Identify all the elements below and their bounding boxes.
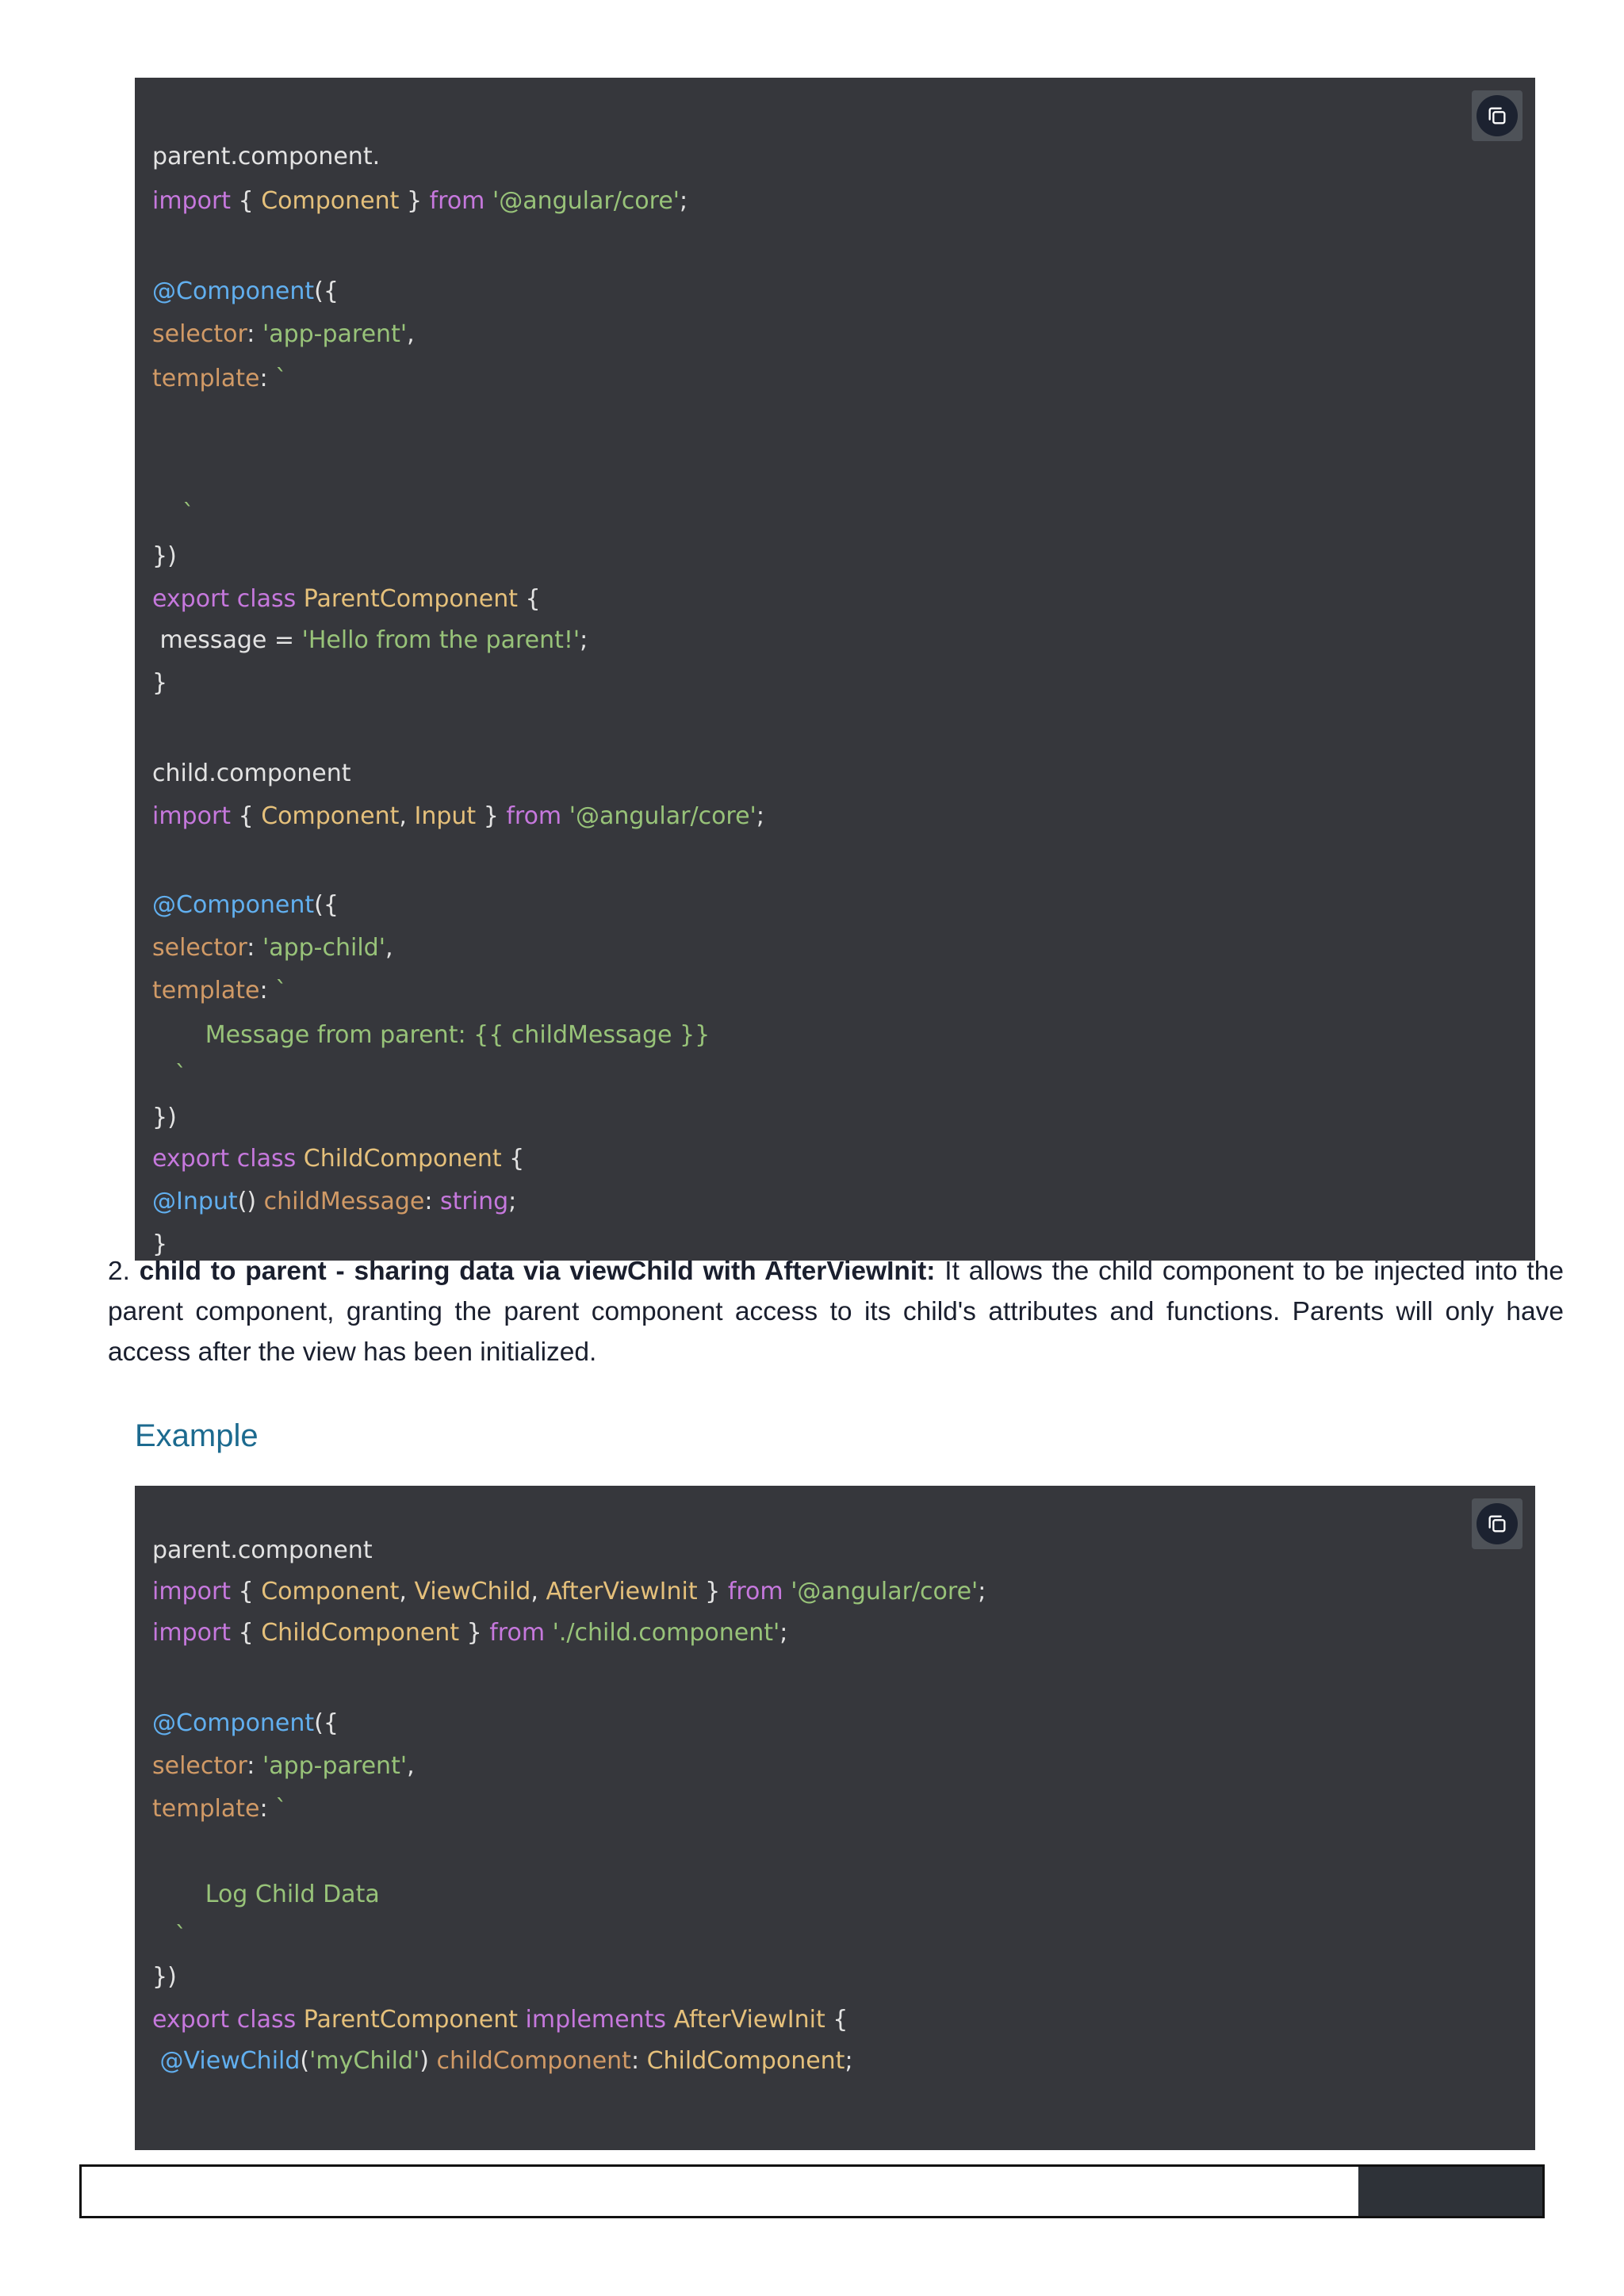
code-token: AfterViewInit: [673, 2006, 825, 2034]
list-number: 2.: [108, 1257, 140, 1286]
code-token: [783, 1578, 791, 1605]
code-token: '@angular/core': [492, 187, 680, 215]
code-token: export: [152, 1145, 230, 1173]
code-token: ({: [314, 1709, 339, 1737]
code-token: class: [236, 585, 297, 613]
code-line: [152, 2045, 853, 2077]
code-token: }: [459, 1619, 490, 1647]
code-token: `: [275, 1795, 288, 1823]
code-token: @Component: [152, 1709, 315, 1737]
code-token: ,: [399, 802, 415, 830]
code-line: [152, 1102, 177, 1134]
code-line: [152, 498, 194, 530]
code-token: ;: [779, 1619, 788, 1647]
code-line: [152, 890, 339, 921]
code-token: @ViewChild: [159, 2047, 301, 2075]
code-token: './child.component': [552, 1619, 780, 1647]
code-token: [229, 585, 237, 613]
code-token: ChildComponent: [303, 1145, 502, 1173]
code-line: [152, 584, 541, 615]
code-token: {: [501, 1145, 525, 1173]
code-token: ,: [530, 1578, 546, 1605]
code-token: @Component: [152, 891, 315, 919]
code-token: childComponent: [436, 2047, 631, 2075]
code-token: }: [399, 187, 430, 215]
code-token: class: [236, 2006, 297, 2034]
code-token: ): [419, 2047, 437, 2075]
code-line: [152, 1020, 710, 1051]
code-token: template: [152, 977, 260, 1004]
code-token: }: [152, 1230, 168, 1258]
code-token: ({: [314, 891, 339, 919]
copy-code-button[interactable]: [1472, 90, 1522, 141]
code-token: Component: [261, 187, 400, 215]
code-token: from: [429, 187, 485, 215]
code-token: {: [231, 1619, 262, 1647]
code-line: [152, 668, 167, 699]
code-token: template: [152, 1795, 260, 1823]
code-token: :: [247, 1752, 262, 1780]
code-token: Component: [261, 802, 400, 830]
paragraph-bold-lead: child to parent - sharing data via viewChild with AfterViewInit:: [139, 1257, 936, 1286]
copy-icon: [1477, 1503, 1518, 1544]
code-token: ;: [680, 187, 688, 215]
code-token: parent.component.: [152, 143, 381, 170]
code-token: ParentComponent: [303, 585, 518, 613]
code-token: [518, 2006, 526, 2034]
code-token: `: [152, 499, 195, 527]
code-token: :: [247, 320, 262, 348]
description-paragraph: [108, 1251, 1564, 1372]
code-token: ;: [978, 1578, 986, 1605]
code-token: :: [630, 2047, 647, 2075]
code-token: export: [152, 585, 230, 613]
code-token: 'app-parent': [262, 1752, 408, 1780]
code-line: [152, 1920, 187, 1952]
code-token: 'myChild': [309, 2047, 420, 2075]
code-token: [229, 1145, 237, 1173]
code-token: ({: [314, 277, 339, 305]
code-token: 'app-parent': [262, 320, 408, 348]
code-token: [296, 585, 304, 613]
code-token: [296, 2006, 304, 2034]
code-line: [152, 625, 588, 656]
code-token: parent.component: [152, 1536, 373, 1564]
code-token: {: [231, 1578, 262, 1605]
code-token: [666, 2006, 674, 2034]
code-token: AfterViewInit: [546, 1578, 698, 1605]
code-token: @Input: [152, 1188, 238, 1215]
code-line: [152, 932, 393, 964]
code-line: [152, 1617, 787, 1649]
code-token: import: [152, 187, 232, 215]
code-token: :: [259, 365, 276, 392]
code-token: }: [697, 1578, 728, 1605]
code-token: {: [231, 802, 262, 830]
code-token: }): [152, 1963, 177, 1991]
example-heading: Example: [135, 1418, 259, 1453]
code-token: 'Hello from the parent!': [301, 626, 580, 654]
code-token: Message from parent: {{ childMessage }}: [152, 1021, 710, 1049]
code-token: import: [152, 1619, 232, 1647]
code-token: ParentComponent: [303, 2006, 518, 2034]
copy-icon: [1477, 95, 1518, 136]
code-token: @Component: [152, 277, 315, 305]
paragraph-text: It allows the child component to be injected into the parent component, granting the parent component access to its child's attributes and functions. Parents will only have access after the view has been initialized.: [108, 1257, 1564, 1367]
code-token: ,: [385, 934, 393, 962]
code-block-2: [135, 1486, 1535, 2150]
code-token: class: [236, 1145, 297, 1173]
code-token: ,: [399, 1578, 415, 1605]
code-token: Component: [261, 1578, 400, 1605]
code-token: }: [152, 669, 168, 697]
code-token: :: [259, 1795, 276, 1823]
code-token: :: [247, 934, 262, 962]
code-token: (): [237, 1188, 264, 1215]
code-line: [152, 319, 415, 350]
code-token: Input: [414, 802, 477, 830]
code-token: `: [152, 1061, 187, 1089]
code-line: [152, 975, 287, 1007]
code-line: [152, 1059, 187, 1091]
code-line: [152, 1879, 380, 1911]
bottom-bar-dark-segment: [1358, 2167, 1542, 2216]
code-token: {: [517, 585, 541, 613]
code-token: [545, 1619, 553, 1647]
code-token: ;: [580, 626, 588, 654]
code-token: child.component: [152, 760, 351, 787]
code-token: }): [152, 542, 177, 570]
code-line: [152, 1793, 287, 1825]
code-line: [152, 1143, 524, 1175]
code-token: [296, 1145, 304, 1173]
code-token: childMessage: [263, 1188, 425, 1215]
code-token: import: [152, 802, 232, 830]
code-token: [229, 2006, 237, 2034]
code-token: ;: [845, 2047, 853, 2075]
code-token: [485, 187, 492, 215]
code-token: from: [489, 1619, 546, 1647]
code-token: '@angular/core': [569, 802, 756, 830]
code-token: ChildComponent: [261, 1619, 460, 1647]
code-token: }: [476, 802, 507, 830]
code-token: :: [424, 1188, 441, 1215]
code-line: [152, 141, 380, 173]
code-token: 'app-child': [262, 934, 385, 962]
code-line: [152, 1186, 516, 1218]
code-token: `: [275, 365, 288, 392]
code-token: from: [727, 1578, 783, 1605]
code-token: message =: [152, 626, 302, 654]
code-token: }): [152, 1104, 177, 1131]
code-token: from: [506, 802, 562, 830]
code-token: (: [300, 2047, 310, 2075]
code-line: [152, 758, 350, 790]
code-token: {: [231, 187, 262, 215]
code-token: selector: [152, 320, 247, 348]
code-line: [152, 541, 177, 572]
code-line: [152, 363, 287, 395]
code-token: selector: [152, 934, 247, 962]
code-token: ;: [508, 1188, 517, 1215]
copy-code-button[interactable]: [1472, 1498, 1522, 1549]
code-token: Log Child Data: [152, 1881, 380, 1908]
code-token: `: [275, 977, 288, 1004]
code-line: [152, 1961, 177, 1993]
code-token: template: [152, 365, 260, 392]
code-token: [561, 802, 569, 830]
code-line: [152, 276, 339, 308]
code-token: ,: [407, 1752, 415, 1780]
code-line: [152, 1535, 373, 1567]
code-line: [152, 1708, 339, 1739]
code-token: selector: [152, 1752, 247, 1780]
code-token: import: [152, 1578, 232, 1605]
code-token: `: [152, 1922, 187, 1950]
code-token: string: [440, 1188, 509, 1215]
code-line: [152, 1576, 986, 1608]
code-token: ,: [407, 320, 415, 348]
code-token: [152, 2047, 160, 2075]
code-token: ;: [756, 802, 764, 830]
code-token: ViewChild: [414, 1578, 531, 1605]
code-line: [152, 1751, 415, 1782]
code-token: export: [152, 2006, 230, 2034]
code-line: [152, 2004, 848, 2036]
code-token: implements: [525, 2006, 667, 2034]
bottom-bar: [79, 2164, 1545, 2218]
code-block-1: [135, 78, 1535, 1261]
code-token: '@angular/core': [791, 1578, 979, 1605]
code-line: [152, 801, 764, 832]
code-token: :: [259, 977, 276, 1004]
code-token: ChildComponent: [646, 2047, 845, 2075]
code-line: [152, 186, 688, 217]
code-token: {: [825, 2006, 848, 2034]
